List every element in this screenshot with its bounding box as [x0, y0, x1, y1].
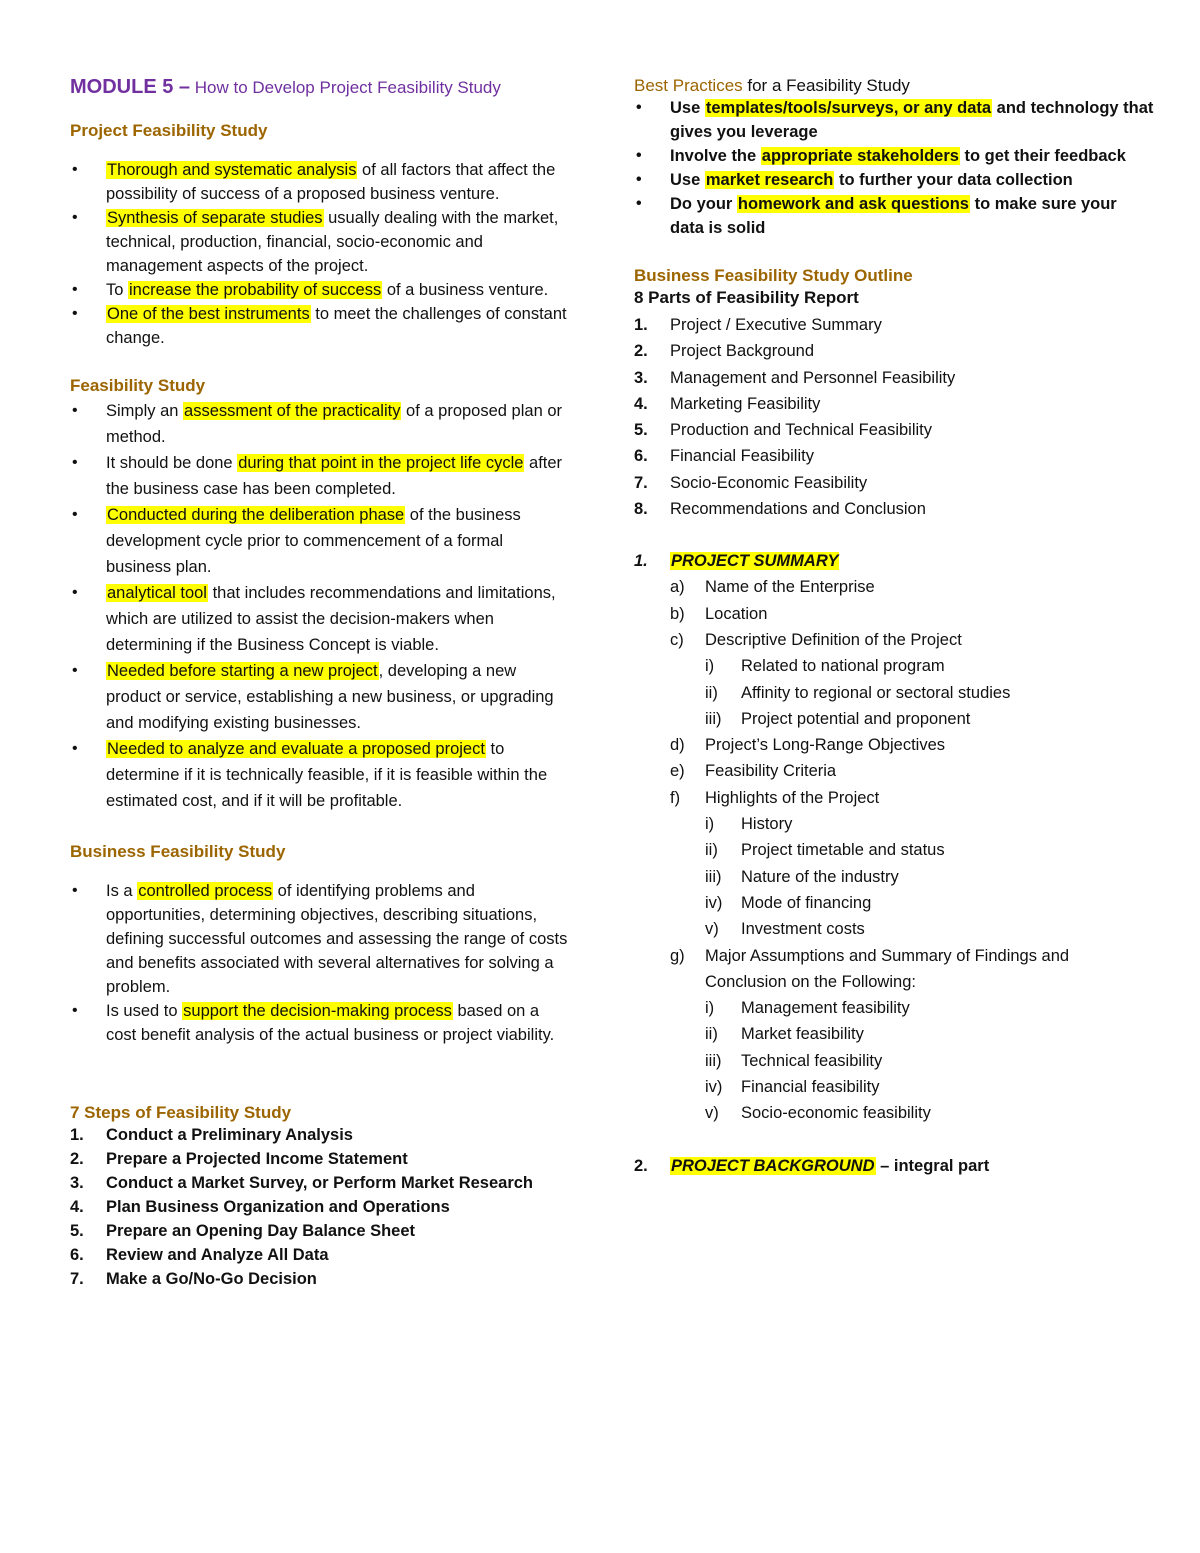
item-text: Plan Business Organization and Operations: [106, 1198, 450, 1216]
item-number: 3.: [70, 1174, 84, 1192]
item-text: Project Background: [670, 342, 814, 361]
outline-subheading: 8 Parts of Feasibility Report: [634, 288, 859, 307]
best-practice-item: [634, 192, 1154, 240]
item-text: Related to national program: [741, 657, 945, 676]
item-number: 5.: [70, 1222, 84, 1240]
item-text: Conduct a Market Survey, or Perform Market Research: [106, 1174, 534, 1192]
highlighted-text: Conducted during the deliberation phase: [107, 506, 405, 524]
item-text: Is a: [106, 882, 138, 900]
outline-item: [634, 417, 1154, 443]
item-number: 2.: [634, 342, 648, 361]
item-text: Feasibility Criteria: [705, 762, 837, 781]
project-background-title: PROJECT BACKGROUND: [671, 1156, 875, 1175]
item-number: 7.: [634, 473, 648, 492]
pfs-list: [70, 158, 570, 350]
highlighted-text: Synthesis of separate studies: [107, 209, 323, 227]
summary-sublist: [705, 995, 1154, 1126]
step-item: [70, 1267, 570, 1291]
item-text: after the business case has been completed.: [106, 454, 563, 498]
item-roman: v): [705, 1104, 719, 1123]
highlighted-text: Needed before starting a new project: [107, 662, 378, 680]
steps-list: [70, 1123, 570, 1291]
item-text: To: [106, 281, 129, 299]
item-text: , developing a new product or service, establishing a new business, or upgrading and modifying existing businesses.: [106, 662, 554, 732]
summary-item: [634, 943, 1154, 1127]
left-column: [70, 76, 570, 1291]
highlighted-text: analytical tool: [107, 584, 207, 602]
pfs-item: [70, 278, 570, 302]
item-roman: ii): [705, 841, 718, 860]
bp-heading-label: Best Practices: [634, 76, 743, 95]
item-roman: iii): [705, 867, 722, 886]
item-text: that includes recommendations and limitations, which are utilized to assist the decision-makers when determining if the Business Concept is viable.: [106, 584, 556, 654]
fs-item: [70, 658, 570, 736]
fs-item: [70, 580, 570, 658]
outline-item: [634, 443, 1154, 469]
summary-item: [634, 574, 1154, 600]
item-number: 4.: [70, 1198, 84, 1216]
item-text: to meet the challenges of constant change.: [106, 305, 567, 347]
item-text: Location: [705, 604, 768, 623]
best-practice-item: [634, 96, 1154, 144]
module-subtitle: How to Develop Project Feasibility Study: [190, 78, 501, 97]
item-letter: d): [670, 736, 685, 755]
project-background-heading: [634, 1153, 1154, 1179]
highlighted-text: Needed to analyze and evaluate a proposed project: [107, 740, 485, 758]
summary-item: [634, 627, 1154, 732]
project-summary-title: PROJECT SUMMARY: [671, 552, 839, 571]
item-text: Technical feasibility: [741, 1051, 883, 1070]
item-text: Market feasibility: [741, 1025, 864, 1044]
item-roman: iii): [705, 709, 722, 728]
outline-list: [634, 312, 1154, 522]
step-item: [70, 1171, 570, 1195]
item-roman: ii): [705, 1025, 718, 1044]
highlighted-text: controlled process: [138, 882, 273, 900]
bp-list: [634, 96, 1154, 240]
item-number: 4.: [634, 394, 648, 413]
right-column: [634, 76, 1154, 1179]
fs-list: [70, 398, 570, 814]
item-text: Financial feasibility: [741, 1078, 880, 1097]
pfs-heading: Project Feasibility Study: [70, 121, 268, 140]
item-text: Major Assumptions and Summary of Findings and Conclusion on the Following:: [705, 946, 1070, 991]
summary-sublist: [705, 811, 1154, 942]
project-summary-heading: [634, 548, 1154, 574]
item-roman: iv): [705, 893, 723, 912]
summary-subitem: [705, 1074, 1154, 1100]
summary-subitem: [705, 890, 1154, 916]
item-letter: a): [670, 578, 685, 597]
item-text: Socio-economic feasibility: [741, 1104, 931, 1123]
item-text: Project potential and proponent: [741, 709, 971, 728]
outline-item: [634, 338, 1154, 364]
module-label: MODULE 5 –: [70, 76, 191, 98]
item-text: Financial Feasibility: [670, 447, 814, 466]
item-number: 3.: [634, 368, 648, 387]
pfs-item: [70, 206, 570, 278]
bp-heading-rest: for a Feasibility Study: [742, 76, 910, 95]
item-text: Simply an: [106, 402, 184, 420]
item-letter: b): [670, 604, 685, 623]
item-number: 1.: [634, 316, 648, 334]
item-text: Mode of financing: [741, 893, 872, 912]
outline-item: [634, 365, 1154, 391]
item-roman: v): [705, 920, 719, 939]
summary-item: [634, 758, 1154, 784]
item-text: Highlights of the Project: [705, 788, 880, 807]
highlighted-text: during that point in the project life cycle: [238, 454, 524, 472]
highlighted-text: appropriate stakeholders: [761, 147, 959, 165]
item-text: to further your data collection: [834, 171, 1073, 189]
fs-item: [70, 398, 570, 450]
bp-heading: [634, 76, 1154, 96]
summary-subitem: [705, 811, 1154, 837]
item-text: Production and Technical Feasibility: [670, 421, 933, 440]
item-text: Do your: [670, 195, 737, 213]
item-roman: iv): [705, 1078, 723, 1097]
highlighted-text: Thorough and systematic analysis: [107, 161, 357, 179]
item-text: Is used to: [106, 1002, 183, 1020]
summary-subitem: [705, 837, 1154, 863]
item-text: of identifying problems and opportunities, determining objectives, describing situations, defining successful outcomes and assessing the range of costs and benefits associated with several alternatives for solving a problem.: [106, 882, 568, 996]
item-text: of the business development cycle prior to commencement of a formal business plan.: [106, 506, 521, 576]
item-letter: f): [670, 788, 681, 807]
bfs-list: [70, 879, 570, 1047]
summary-item: [634, 785, 1154, 943]
item-text: Management and Personnel Feasibility: [670, 368, 956, 387]
item-number: 8.: [634, 500, 648, 519]
outline-item: [634, 312, 1154, 338]
item-text: Socio-Economic Feasibility: [670, 473, 868, 492]
item-text: Use: [670, 171, 705, 189]
fs-item: [70, 736, 570, 814]
outline-heading: Business Feasibility Study Outline: [634, 266, 913, 285]
step-item: [70, 1147, 570, 1171]
summary-subitem: [705, 1021, 1154, 1047]
item-number: 6.: [634, 447, 648, 466]
highlighted-text: templates/tools/surveys, or any data: [705, 99, 992, 117]
outline-item: [634, 496, 1154, 522]
summary-subitem: [705, 864, 1154, 890]
item-text: It should be done: [106, 454, 238, 472]
item-text: Use: [670, 99, 705, 117]
highlighted-text: support the decision-making process: [183, 1002, 452, 1020]
item-text: Prepare an Opening Day Balance Sheet: [106, 1222, 416, 1240]
item-text: to determine if it is technically feasible, if it is feasible within the estimated cost, and if it will be profitable.: [106, 740, 548, 810]
item-text: Project / Executive Summary: [670, 316, 882, 334]
bfs-item: [70, 999, 570, 1047]
item-text: of a proposed plan or method.: [106, 402, 562, 446]
best-practice-item: [634, 168, 1154, 192]
step-item: [70, 1123, 570, 1147]
item-letter: g): [670, 946, 685, 965]
item-text: Affinity to regional or sectoral studies: [741, 683, 1011, 702]
item-text: Management feasibility: [741, 999, 910, 1018]
pfs-item: [70, 158, 570, 206]
step-item: [70, 1195, 570, 1219]
item-number: 2.: [70, 1150, 84, 1168]
summary-subitem: [705, 706, 1154, 732]
item-text: Nature of the industry: [741, 867, 899, 886]
fs-item: [70, 502, 570, 580]
fs-item: [70, 450, 570, 502]
summary-item: [634, 601, 1154, 627]
project-summary-list: [634, 574, 1154, 1126]
item-text: Project’s Long-Range Objectives: [705, 736, 945, 755]
item-text: Descriptive Definition of the Project: [705, 630, 962, 649]
item-number: 5.: [634, 421, 648, 440]
item-text: Name of the Enterprise: [705, 578, 875, 597]
item-roman: i): [705, 815, 715, 834]
item-number: 7.: [70, 1270, 84, 1288]
item-text: and technology that gives you leverage: [670, 99, 1154, 141]
item-number: 6.: [70, 1246, 84, 1264]
item-text: Involve the: [670, 147, 761, 165]
highlighted-text: market research: [705, 171, 834, 189]
document-title: [70, 76, 570, 99]
summary-subitem: [705, 1048, 1154, 1074]
summary-subitem: [705, 653, 1154, 679]
bfs-item: [70, 879, 570, 999]
item-roman: i): [705, 657, 715, 676]
item-text: to get their feedback: [959, 147, 1126, 165]
summary-subitem: [705, 916, 1154, 942]
summary-subitem: [705, 995, 1154, 1021]
item-text: Make a Go/No-Go Decision: [106, 1270, 317, 1288]
fs-heading: Feasibility Study: [70, 376, 206, 395]
outline-item: [634, 470, 1154, 496]
item-text: Prepare a Projected Income Statement: [106, 1150, 408, 1168]
item-text: Marketing Feasibility: [670, 394, 821, 413]
project-background-num: 2.: [634, 1156, 648, 1175]
item-text: of all factors that affect the possibility of success of a proposed business venture.: [106, 161, 556, 203]
item-text: Project timetable and status: [741, 841, 945, 860]
item-roman: i): [705, 999, 715, 1018]
item-letter: e): [670, 762, 685, 781]
item-text: usually dealing with the market, technical, production, financial, socio-economic and management aspects of the project.: [106, 209, 559, 275]
item-number: 1.: [70, 1126, 84, 1144]
pfs-item: [70, 302, 570, 350]
best-practice-item: [634, 144, 1154, 168]
item-roman: iii): [705, 1051, 722, 1070]
highlighted-text: increase the probability of success: [129, 281, 382, 299]
item-text: Recommendations and Conclusion: [670, 500, 926, 519]
highlighted-text: One of the best instruments: [107, 305, 310, 323]
step-item: [70, 1219, 570, 1243]
summary-item: [634, 732, 1154, 758]
bfs-heading: Business Feasibility Study: [70, 842, 286, 861]
item-text: Investment costs: [741, 920, 865, 939]
outline-item: [634, 391, 1154, 417]
step-item: [70, 1243, 570, 1267]
item-text: Review and Analyze All Data: [106, 1246, 329, 1264]
item-text: based on a cost benefit analysis of the actual business or project viability.: [106, 1002, 555, 1044]
summary-subitem: [705, 680, 1154, 706]
item-text: Conduct a Preliminary Analysis: [106, 1126, 353, 1144]
item-text: History: [741, 815, 793, 834]
highlighted-text: homework and ask questions: [737, 195, 969, 213]
highlighted-text: assessment of the practicality: [184, 402, 401, 420]
item-text: to make sure your data is solid: [670, 195, 1117, 237]
project-background-rest: – integral part: [875, 1156, 990, 1175]
summary-sublist: [705, 653, 1154, 732]
steps-heading: 7 Steps of Feasibility Study: [70, 1103, 292, 1122]
item-text: of a business venture.: [382, 281, 549, 299]
project-summary-num: 1.: [634, 552, 648, 571]
summary-subitem: [705, 1100, 1154, 1126]
item-letter: c): [670, 630, 684, 649]
item-roman: ii): [705, 683, 718, 702]
